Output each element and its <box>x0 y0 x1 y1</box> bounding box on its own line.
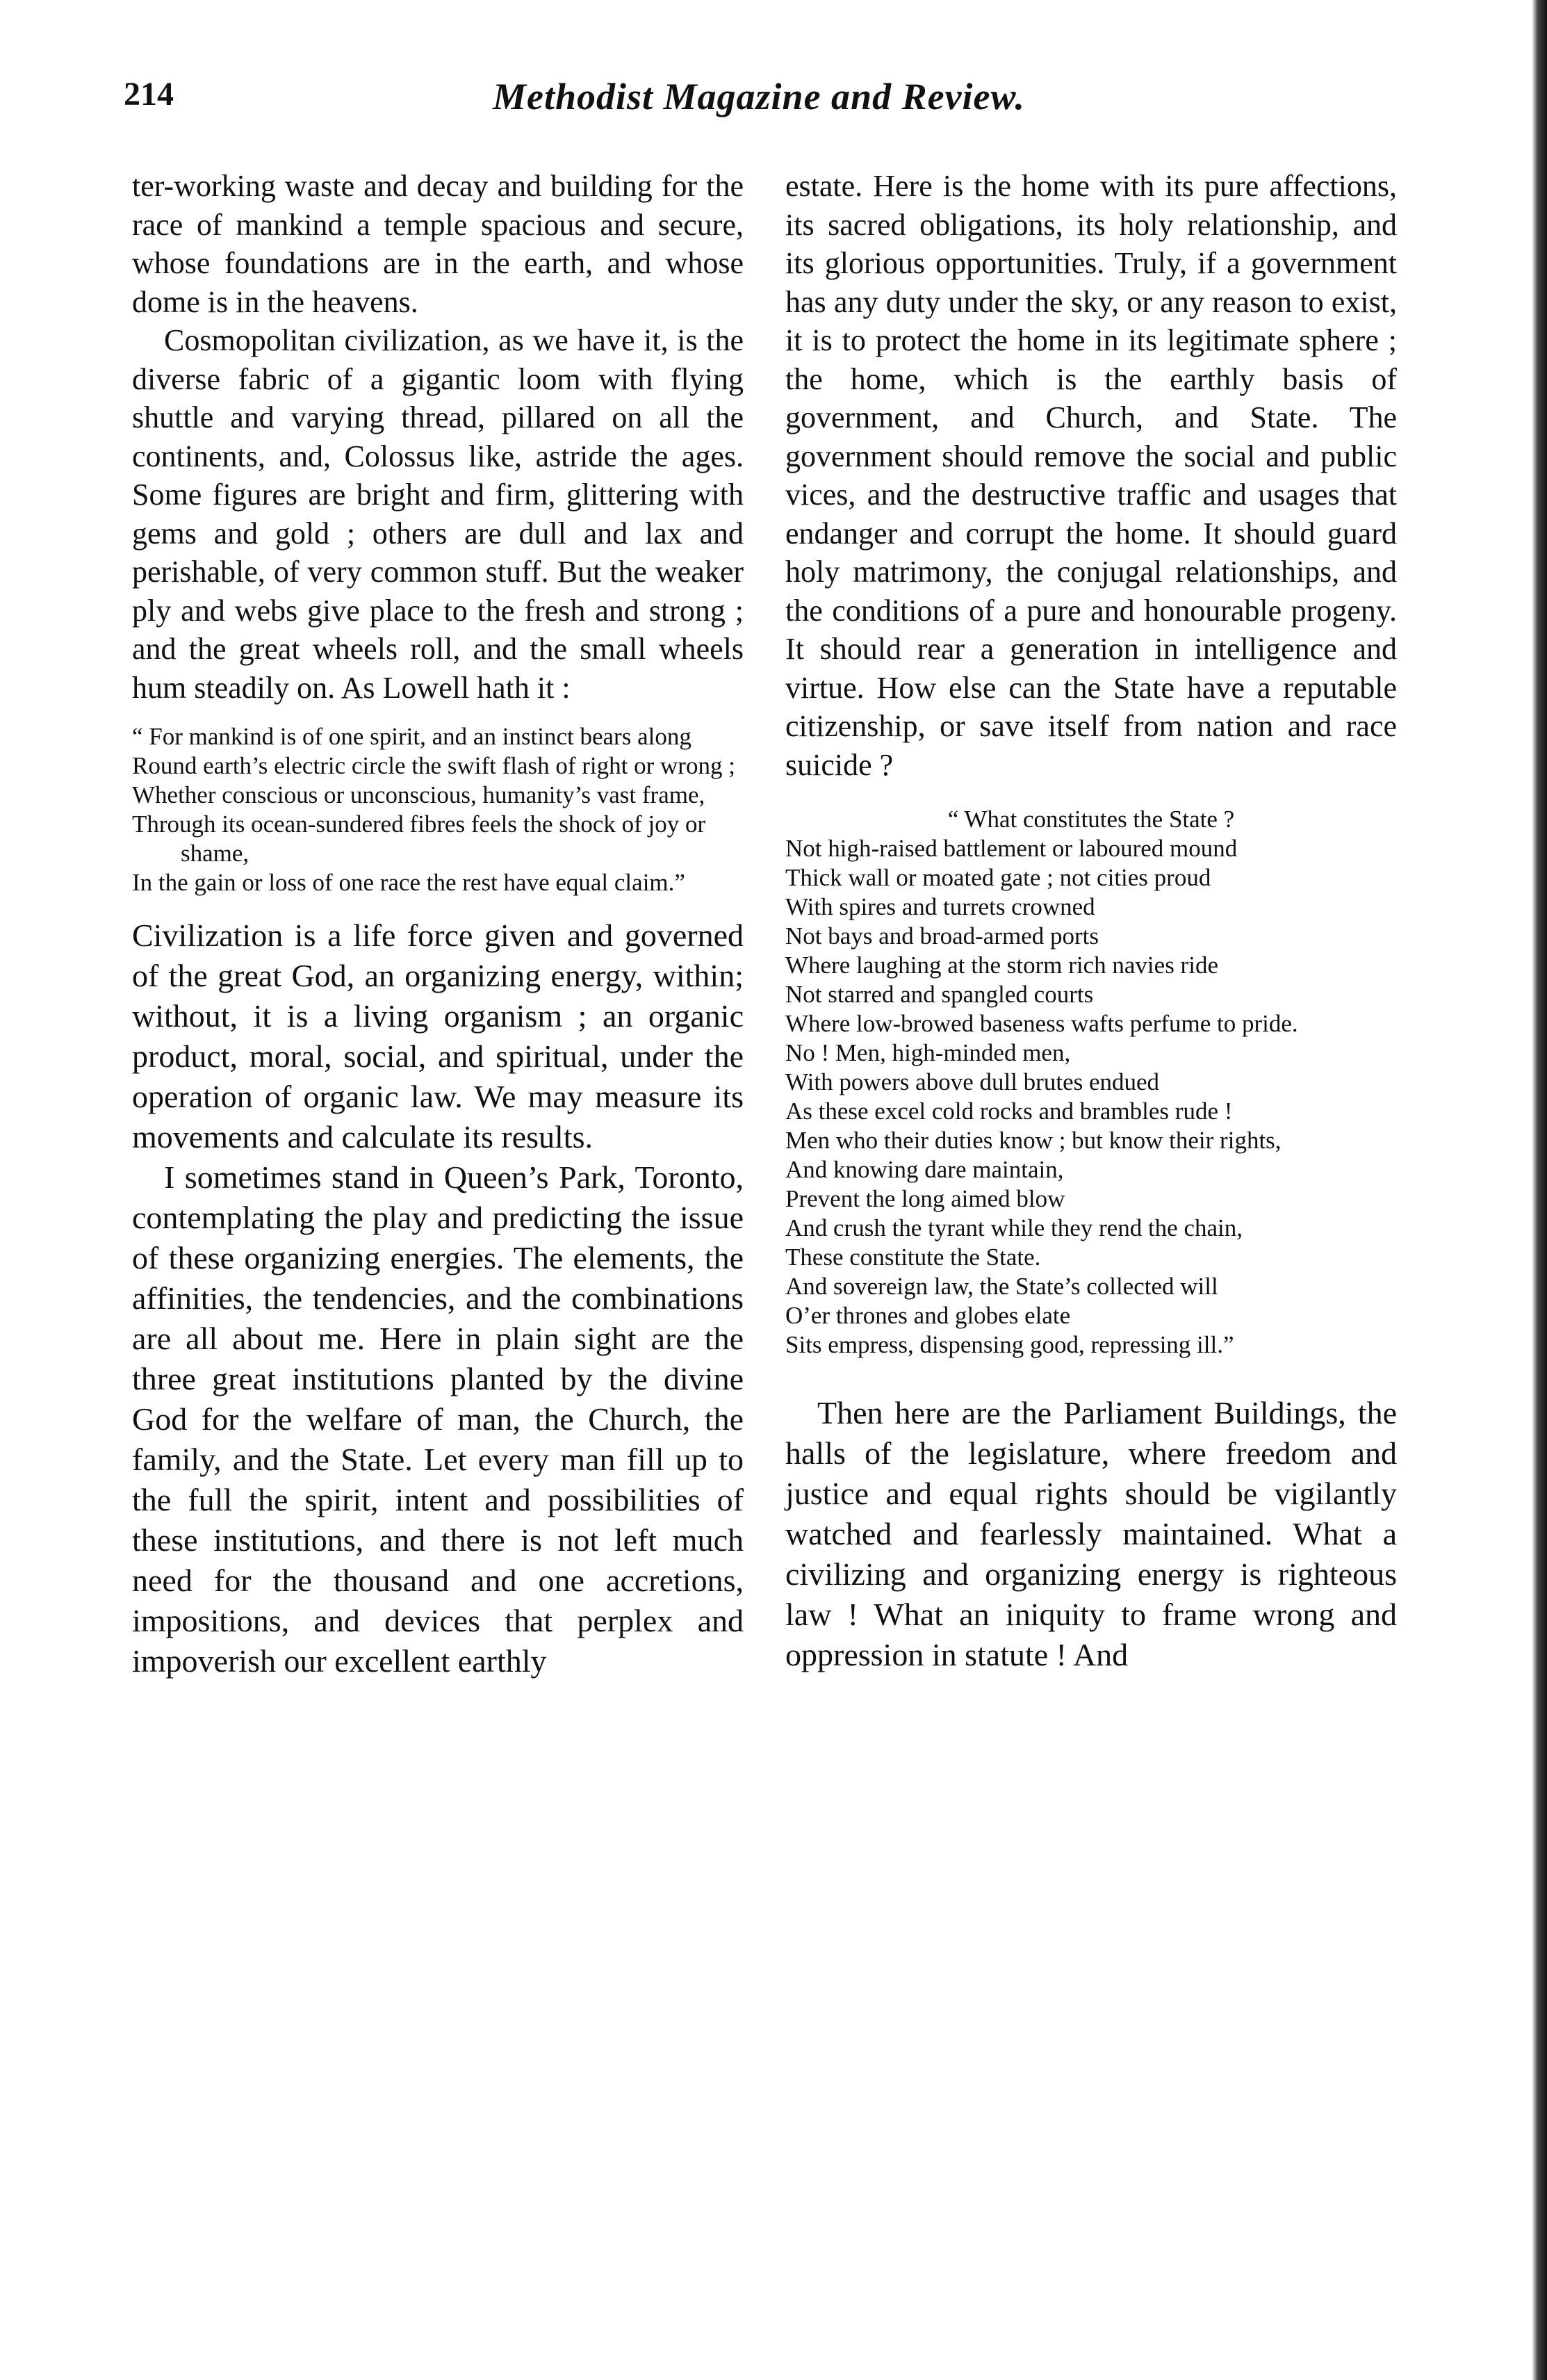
verse-line: Not high-raised battlement or laboured mound <box>785 835 1238 862</box>
verse-line: As these excel cold rocks and brambles rude ! <box>785 1098 1233 1125</box>
right-column <box>785 167 1397 1675</box>
verse-line: “ For mankind is of one spirit, and an instinct bears along <box>132 723 691 750</box>
verse-line: Where laughing at the storm rich navies ride <box>785 952 1218 979</box>
verse-line: And sovereign law, the State’s collected will <box>785 1273 1218 1300</box>
verse-line: Not starred and spangled courts <box>785 981 1094 1008</box>
paragraph: estate. Here is the home with its pure affections, its sacred obligations, its holy relationship, and its glorious opportunities. Truly, if a government has any duty under the sky, or any reason to exist, it is to protect the home in its legitimate sphere ; the home, which is the earthly basis of government, and Church, and State. The government should remove the social and public vices, and the destructive traffic and usages that endanger and corrupt the home. It should guard holy matrimony, the conjugal relationships, and the conditions of a pure and honourable progeny. It should rear a generation in intelligence and virtue. How else can the State have a reputable citizenship, or save itself from nation and race suicide ? <box>785 169 1397 782</box>
verse-line: Through its ocean-sundered fibres feels the shock of joy or shame, <box>132 810 706 867</box>
paragraph: Cosmopolitan civilization, as we have it, is the diverse fabric of a gigantic loom with flying shuttle and varying thread, pillared on all the continents, and, Colossus like, astride the ages. Some figures are bright and firm, glittering with gems and gold ; others are dull and lax and perishable, of very common stuff. But the weaker ply and webs give place to the fresh and strong ; and the great wheels roll, and the small wheels hum steadily on. As Lowell hath it : <box>132 323 744 705</box>
verse-line: Not bays and broad-armed ports <box>785 922 1099 949</box>
verse-quotation <box>785 805 1397 1360</box>
page-number: 214 <box>124 76 174 113</box>
page-header <box>124 75 1394 131</box>
verse-line: Sits empress, dispensing good, repressing ill.” <box>785 1331 1234 1358</box>
verse-line: And crush the tyrant while they rend the chain, <box>785 1214 1243 1241</box>
verse-line: With powers above dull brutes endued <box>785 1068 1160 1095</box>
verse-line: Prevent the long aimed blow <box>785 1185 1065 1212</box>
verse-line: Where low-browed baseness wafts perfume to pride. <box>785 1010 1298 1037</box>
verse-line: No ! Men, high-minded men, <box>785 1039 1071 1066</box>
verse-line: With spires and turrets crowned <box>785 893 1095 920</box>
running-title: Methodist Magazine and Review. <box>492 76 1026 117</box>
page-edge-shadow <box>1532 0 1547 2380</box>
paragraph: Then here are the Parliament Buildings, the halls of the legislature, where freedom and justice and equal rights should be vigilantly watched and fearlessly maintained. What a civilizing and organizing energy is righteous law ! What an iniquity to frame wrong and oppression in statute ! And <box>785 1395 1397 1672</box>
paragraph: ter-working waste and decay and building for the race of mankind a temple spacious and secure, whose foundations are in the earth, and whose dome is in the heavens. <box>132 169 744 319</box>
verse-line: Men who their duties know ; but know their rights, <box>785 1127 1282 1154</box>
verse-line: Round earth’s electric circle the swift flash of right or wrong ; <box>132 752 735 779</box>
verse-line: Thick wall or moated gate ; not cities proud <box>785 864 1211 891</box>
verse-line: In the gain or loss of one race the rest have equal claim.” <box>132 869 685 896</box>
verse-quotation <box>132 722 744 897</box>
verse-line: Whether conscious or unconscious, humanity’s vast frame, <box>132 781 705 808</box>
verse-line: These constitute the State. <box>785 1244 1041 1271</box>
verse-line: “ What constitutes the State ? <box>947 806 1235 833</box>
paragraph: I sometimes stand in Queen’s Park, Toronto, contemplating the play and predicting the issue of these organizing energies. The elements, the affinities, the tendencies, and the combinations are all about me. Here in plain sight are the three great institutions planted by the divine God for the welfare of man, the Church, the family, and the State. Let every man fill up to the full the spirit, intent and possibilities of these institutions, and there is not left much need for the thousand and one accretions, impositions, and devices that perplex and impoverish our excellent earthly <box>132 1159 744 1679</box>
paragraph: Civilization is a life force given and governed of the great God, an organizing energy, within; without, it is a living organism ; an organic product, moral, social, and spiritual, under the operation of organic law. We may measure its movements and calculate its results. <box>132 918 744 1155</box>
verse-line: And knowing dare maintain, <box>785 1156 1064 1183</box>
left-column <box>132 167 744 1681</box>
verse-line: O’er thrones and globes elate <box>785 1302 1071 1329</box>
